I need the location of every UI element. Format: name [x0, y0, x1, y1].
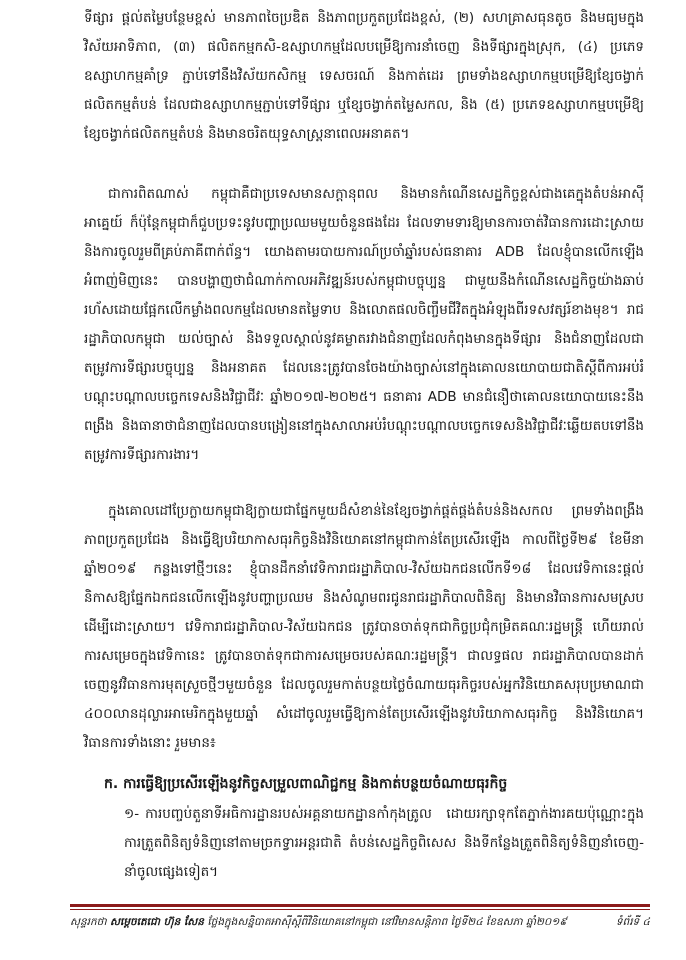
footer-speaker: សម្តេចតេជោ ហ៊ុន សែន: [110, 916, 204, 928]
paragraph-2: ជាការពិតណាស់ កម្ពុជាគឺជាប្រទេសមានសក្តានុពល និងមានកំណើនសេដ្ឋកិច្ចខ្ពស់ជាងគេក្នុងតំបន់អាស៊ីអាគ្នេយ៍ ក៏ប៉ុន្តែកម្ពុជាក៏ជួបប្រទះនូវបញ្ហាប្រឈមមួយចំនួនផងដែរ ដែលទាមទារឱ្យមានការចាត់វិធានការដោះស្រាយ និងការចូលរួមពីគ្រប់ភាគីពាក់ព័ន្ធ។ យោងតាមរបាយការណ៍ប្រចាំឆ្នាំរបស់ធនាគារ ADB ដែលខ្ញុំបានលើកឡើងអំពាញ់មិញនេះ បានបង្ហាញថាជំណាក់កាលអភិវឌ្ឍន៍របស់កម្ពុជាបច្ចុប្បន្ន ជាមួយនឹងកំណើនសេដ្ឋកិច្ចយ៉ាងឆាប់រហ័សដោយផ្អែកលើកម្លាំងពលកម្មដែលមានតម្លៃទាប និងលោតផលចិញ្ចឹមជីវិតក្នុងអំឡុងពីរទសវត្សរ៍ខាងមុខ។ រាជរដ្ឋាភិបាលកម្ពុជា យល់ច្បាស់ និងទទួលស្គាល់នូវគម្លាតរវាងជំនាញដែលកំពុងមានក្នុងទីផ្សារ និងជំនាញដែលជាតម្រូវការទីផ្សារបច្ចុប្បន្ន និងអនាគត ដែលនេះត្រូវបានចែងយ៉ាងច្បាស់នៅក្នុងគោលនយោបាយជាតិស្តីពីការអប់រំបណ្តុះបណ្តាលបច្ចេកទេសនិងវិជ្ជាជីវៈ ឆ្នាំ២០១៧-២០២៥។ ធនាគារ ADB មានជំនឿថាគោលនយោបាយនេះនឹងពង្រឹង និងធានាថាជំនាញដែលបានបង្រៀននៅក្នុងសាលាអប់រំបណ្តុះបណ្តាលបច្ចេកទេសនិងវិជ្ជាជីវៈឆ្លើយតបទៅនឹងតម្រូវការទីផ្សារការងារ។: [84, 186, 644, 463]
footer-event: ថ្លែងក្នុងសន្និបាតអាស៊ីស្តីពីវិនិយោគនៅកម្ពុជា នៅវិមានសន្តិភាព ថ្ងៃទី២៤ ខែឧសភា ឆ្នាំ២០១៩: [207, 916, 567, 928]
paragraph-3: ក្នុងគោលដៅប្រែក្លាយកម្ពុជាឱ្យក្លាយជាផ្នែកមួយដ៏សំខាន់នៃខ្សែចង្វាក់ផ្គត់ផ្គង់តំបន់និងសកល ព្រមទាំងពង្រឹងភាពប្រកួតប្រជែង និងធ្វើឱ្យបរិយាកាសធុរកិច្ចនិងវិនិយោគនៅកម្ពុជាកាន់តែប្រសើរឡើង កាលពីថ្ងៃទី២៩ ខែមីនា ឆ្នាំ២០១៩ កន្លងទៅថ្មីៗនេះ ខ្ញុំបានដឹកនាំវេទិការាជរដ្ឋាភិបាល-វិស័យឯកជនលើកទី១៨ ដែលវេទិកានេះផ្តល់និកាសឱ្យផ្នែកឯកជនលើកឡើងនូវបញ្ហាប្រឈម និងសំណូមពរជូនរាជរដ្ឋាភិបាលពិនិត្យ និងមានវិធានការសមស្របដើម្បីដោះស្រាយ។ វេទិការាជរដ្ឋាភិបាល-វិស័យឯកជន ត្រូវបានចាត់ទុកជាកិច្ចប្រជុំកម្រិតគណៈរដ្ឋមន្ត្រី ហើយរាល់ការសម្រេចក្នុងវេទិកានេះ ត្រូវបានចាត់ទុកជាការសម្រេចរបស់គណៈរដ្ឋមន្ត្រី។ ជាលទ្ធផល រាជរដ្ឋាភិបាលបានដាក់ចេញនូវវិធានការមុតស្រួចថ្មីៗមួយចំនួន ដែលចូលរួមកាត់បន្ថយថ្លៃចំណាយធុរកិច្ចរបស់អ្នកវិនិយោគសរុបប្រមាណជា ៤០០លានដុល្លារអាមេរិកក្នុងមួយឆ្នាំ សំដៅចូលរួមធ្វើឱ្យកាន់តែប្រសើរឡើងនូវបរិយាកាសធុរកិច្ច និងវិនិយោគ។ វិធានការទាំងនោះ រួមមាន៖: [84, 503, 644, 751]
footer-caption: [70, 914, 567, 930]
list-item: [124, 800, 644, 887]
footer-divider: [70, 904, 650, 907]
footer-prefix: សុន្ទរកថា: [70, 916, 107, 928]
footer-divider-thin: [70, 909, 650, 910]
paragraph-1: ទីផ្សារ ផ្តល់តម្លៃបន្ថែមខ្ពស់ មានភាពចៃប្រឌិត និងភាពប្រកួតប្រជែងខ្ពស់, (២) សហគ្រាសធុនតូច និងមធ្យមក្នុងវិស័យអាទិភាព, (៣) ផលិតកម្មកសិ-ឧស្សាហកម្មដែលបម្រើឱ្យការនាំចេញ និងទីផ្សារក្នុងស្រុក, (៤) ប្រភេទឧស្សាហកម្មគាំទ្រ ភ្ជាប់ទៅនឹងវិស័យកសិកម្ម ទេសចរណ៍ និងកាត់ដេរ ព្រមទាំងឧស្សាហកម្មបម្រើឱ្យខ្សែចង្វាក់ផលិតកម្មតំបន់ ដែលជាឧស្សាហកម្មភ្ជាប់ទៅទីផ្សារ ឬខ្សែចង្វាក់តម្លៃសកល, និង (៥) ប្រភេទឧស្សាហកម្មបម្រើឱ្យខ្សែចង្វាក់ផលិតកម្មតំបន់ និងមានចរិតយុទ្ធសាស្ត្រនាពេលអនាគត។: [84, 10, 644, 142]
page-number: ទំព័រទី ៤: [615, 916, 650, 928]
list-item-text: ការបញ្ចប់តួនាទីអធិការដ្ឋានរបស់អគ្គនាយកដ្ឋានកាំកុងត្រូល ដោយរក្សាទុកតែភ្នាក់ងារគយប៉ុណ្ណោះក្នុងការត្រួតពិនិត្យទំនិញនៅតាមច្រកទ្វារអន្តរជាតិ តំបន់សេដ្ឋកិច្ចពិសេស និងទីកន្លែងត្រួតពិនិត្យទំនិញនាំចេញ-នាំចូលផ្សេងទៀត។: [124, 806, 644, 880]
list-item-number: ១-: [124, 806, 140, 822]
section-heading: ក. ការធ្វើឱ្យប្រសើរឡើងនូវកិច្ចសម្រួលពាណិជ្ជកម្ម និងកាត់បន្ថយចំណាយធុរកិច្ច: [104, 776, 508, 792]
page-footer: [70, 914, 650, 930]
